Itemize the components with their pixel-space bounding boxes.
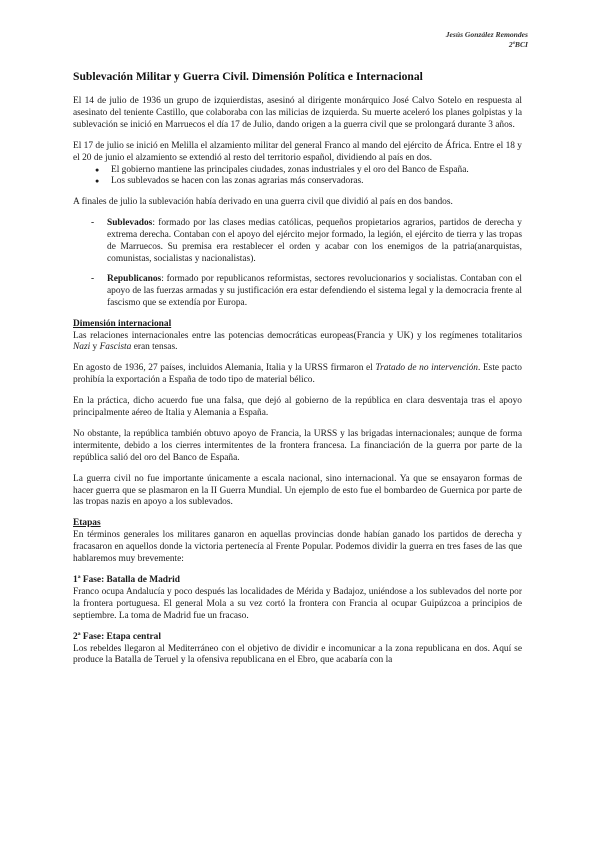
list-item: ● Los sublevados se hacen con las zonas agrarias más conservadoras. — [99, 176, 522, 188]
document-title: Sublevación Militar y Guerra Civil. Dimensión Política e Internacional — [73, 70, 423, 83]
sublevados-item — [91, 218, 522, 266]
sides-list — [73, 218, 522, 309]
phase-1-title: 1ª Fase: Batalla de Madrid — [73, 575, 180, 585]
phase-1-text: Franco ocupa Andalucía y poco después las localidades de Mérida y Badajoz, uniéndose a los sublevados del norte por la frontera portuguesa. El general Mola a su vez cortó la frontera con Francia al ocupar Guipúzcoa a principios de septiembre. La toma de Madrid fue un fracaso. — [73, 586, 522, 621]
republicanos-text: : formado por republicanos reformistas, sectores revolucionarios y socialistas. Contaban con el apoyo de las fuerzas armadas y su justificación era estar defendiendo el sistema legal y la democracia frente al fascismo que se extendía por Europa. — [107, 273, 522, 308]
author-name: Jesús González Remondes — [445, 30, 528, 39]
intro-paragraph-2: El 17 de julio se inició en Melilla el alzamiento militar del general Franco al mando del ejército de África. Entre el 18 y el 20 de junio el alzamiento se extendió al resto del territorio español, dividiendo al país en dos. — [73, 140, 522, 163]
author-block — [446, 30, 528, 50]
stages-intro: En términos generales los militares ganaron en aquellas provincias donde habían ganado los partidos de derecha y fracasaron en aquellos donde la victoria pertenecía al Frente Popular. Podemos dividir la guerra en tres fases de las que hablaremos muy brevemente: — [73, 530, 522, 565]
phase-2-text: Los rebeldes llegaron al Mediterráneo con el objetivo de dividir e incomunicar a la zona republicana en dos. Aquí se produce la Batalla de Teruel y la ofensiva republicana en el Ebro, que acabaría con la — [73, 643, 522, 666]
international-paragraph-2: En agosto de 1936, 27 países, incluidos Alemania, Italia y la URSS firmaron el Tratado de no intervención. Este pacto prohibía la exportación a España de todo tipo de material bélico. — [73, 363, 522, 386]
intro-paragraph-3: A finales de julio la sublevación había derivado en una guerra civil que dividió al país en dos bandos. — [73, 197, 453, 208]
republicanos-term: Republicanos — [107, 273, 162, 284]
intro-paragraph-1: El 14 de julio de 1936 un grupo de izquierdistas, asesinó al dirigente monárquico José Calvo Sotelo en respuesta al asesinato del teniente Castillo, que colaboraba con las milicias de izquierda. Su muerte aceleró los planes golpistas y la sublevación se inició en Marruecos el día 17 de Julio, dando origen a la guerra civil que se prolongará durante 3 años. — [73, 96, 522, 130]
international-paragraph-1: Las relaciones internacionales entre las potencias democráticas europeas(Francia y UK) y los regímenes totalitarios Nazi y Fascista eran tensas. — [73, 330, 522, 353]
international-heading: Dimensión internacional — [73, 318, 172, 329]
list-item: ● El gobierno mantiene las principales ciudades, zonas industriales y el oro del Banco de España. — [99, 165, 522, 177]
sublevados-term: Sublevados — [107, 218, 153, 229]
stages-heading: Etapas — [73, 518, 101, 529]
phase-2-title: 2ª Fase: Etapa central — [73, 631, 161, 642]
course-label: 2ºBCI — [508, 40, 528, 49]
international-paragraph-3: En la práctica, dicho acuerdo fue una falsa, que dejó al gobierno de la república en clara desventaja tras el apoyo principalmente aéreo de Italia y Alemania a España. — [73, 396, 522, 419]
republicanos-item — [91, 274, 522, 310]
territory-list — [73, 165, 522, 189]
international-paragraph-4: No obstante, la república también obtuvo apoyo de Francia, la URSS y las brigadas internacionales; aunque de forma intermitente, debido a los cierres intermitentes de la frontera francesa. La financiación de la guerra por parte de la república salió del oro del Banco de España. — [73, 428, 522, 463]
sublevados-text: : formado por las clases medias católicas, pequeños propietarios agrarios, partidos de derecha y extrema derecha. Contaban con el apoyo del ejército mejor formado, la legión, el ejército de tierra y las tropas de Marruecos. Su premisa era restablecer el orden y acabar con los enemigos de la patria(anarquistas, comunistas, socialistas y nacionalistas). — [107, 218, 522, 264]
international-paragraph-5: La guerra civil no fue importante únicamente a escala nacional, sino internacional. Ya que se ensayaron formas de hacer guerra que se plasmaron en la II Guerra Mundial. Un ejemplo de esto fue el bombardeo de Guernica por parte de las tropas nazis en apoyo a los sublevados. — [73, 473, 522, 508]
